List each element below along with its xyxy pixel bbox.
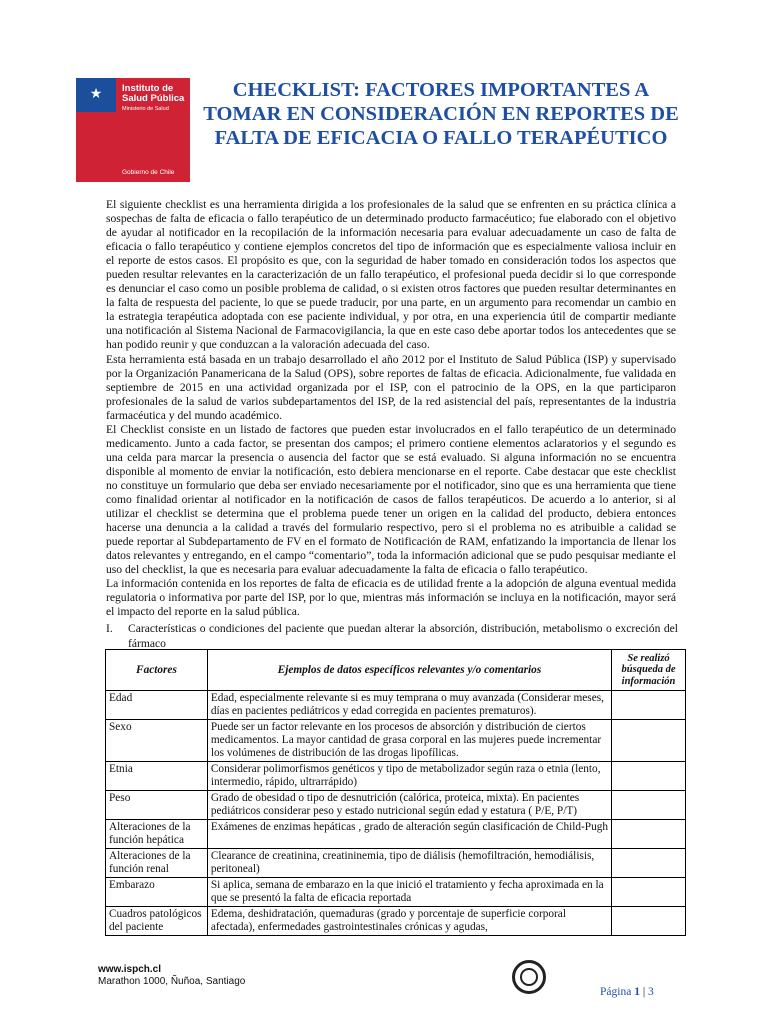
footer-address: Marathon 1000, Ñuñoa, Santiago <box>98 976 246 987</box>
factor-cell: Alteraciones de la función renal <box>106 849 208 878</box>
header-busqueda: Se realizó búsqueda de información <box>612 650 686 691</box>
page-separator: | <box>642 986 646 998</box>
check-cell[interactable] <box>612 849 686 878</box>
factor-cell: Embarazo <box>106 878 208 907</box>
header-ejemplos: Ejemplos de datos específicos relevantes y/o comentarios <box>207 650 611 691</box>
factor-cell: Peso <box>106 791 208 820</box>
star-icon: ★ <box>89 87 103 102</box>
example-cell: Exámenes de enzimas hepáticas , grado de alteración según clasificación de Child-Pugh <box>207 820 611 849</box>
intro-paragraph-2: Esta herramienta está basada en un trabajo desarrollado el año 2012 por el Instituto de Salud Pública (ISP) y supervisado por la Organización Panamericana de la Salud (OPS), sobre reportes de faltas de eficacia. Adicionalmente, fue validada en septiembre de 2015 en una actividad organizada por el ISP, con el patrocinio de la OPS, en la que participaron profesionales de la salud de varios subdepartamentos del ISP, de la red asistencial del país, representantes de la industria farmacéutica y del mundo académico. <box>106 352 676 422</box>
logo-red-block <box>76 112 116 182</box>
check-cell[interactable] <box>612 762 686 791</box>
section-number: I. <box>106 622 113 635</box>
example-cell: Edad, especialmente relevante si es muy temprana o muy avanzada (Considerar meses, días en pacientes pediátricos y edad corregida en pacientes prematuros). <box>207 691 611 720</box>
check-cell[interactable] <box>612 691 686 720</box>
seal-icon <box>512 960 546 994</box>
header-factores: Factores <box>106 650 208 691</box>
factor-cell: Etnia <box>106 762 208 791</box>
table-row <box>106 849 686 878</box>
table-row <box>106 878 686 907</box>
page-number <box>600 986 654 998</box>
logo-government: Gobierno de Chile <box>122 169 175 176</box>
table-row <box>106 720 686 762</box>
section-heading <box>106 622 678 651</box>
example-cell: Edema, deshidratación, quemaduras (grado y porcentaje de superficie corporal afectada), enfermedades gastrointestinales crónicas y agudas, <box>207 907 611 936</box>
document-title: CHECKLIST: FACTORES IMPORTANTES A TOMAR EN CONSIDERACIÓN EN REPORTES DE FALTA DE EFICACIA O FALLO TERAPÉUTICO <box>203 79 679 149</box>
page-label: Página <box>600 986 632 998</box>
intro-paragraph-3: El Checklist consiste en un listado de factores que pueden estar involucrados en el fallo terapéutico de un determinado medicamento. Junto a cada factor, se presentan dos campos; el primero contiene elementos aclaratorios y el segundo es una celda para marcar la presencia o ausencia del factor que se está evaluado. Si alguna información no se encuentra disponible al momento de enviar la notificación, esto debiera mencionarse en el reporte. Cabe destacar que este checklist no constituye un formulario que deba ser enviado necesariamente por el notificador, sino que es una herramienta que tiene como finalidad orientar al notificador en la notificación de casos de fallos terapéuticos. De acuerdo a lo anterior, si al utilizar el checklist se determina que el problema puede tener un origen en la calidad del producto, debiera entonces hacerse una denuncia a la calidad a través del formulario respectivo, pero si el problema no es atribuible a calidad se puede reportar al Subdepartamento de FV en el formato de Notificación de RAM, enfatizando la importancia de llenar los datos relevantes y entregando, en el campo “comentario”, toda la información adicional que se pudo pesquisar mediante el uso del checklist, la que es necesaria para evaluar adecuadamente la falta de eficacia o fallo terapéutico. <box>106 422 676 577</box>
example-cell: Clearance de creatinina, creatininemia, tipo de diálisis (hemofiltración, hemodiálisis, peritoneal) <box>207 849 611 878</box>
table-row <box>106 820 686 849</box>
footer-url[interactable]: www.ispch.cl <box>98 964 161 975</box>
check-cell[interactable] <box>612 878 686 907</box>
isp-logo <box>76 78 190 182</box>
table-row <box>106 762 686 791</box>
logo-institution: Instituto de Salud Pública <box>122 83 185 104</box>
logo-blue-block <box>76 78 116 112</box>
example-cell: Puede ser un factor relevante en los procesos de absorción y distribución de ciertos medicamentos. La mayor cantidad de grasa corporal en las mujeres puede incrementar los volúmenes de distribución de las drogas lipofílicas. <box>207 720 611 762</box>
factor-cell: Edad <box>106 691 208 720</box>
footer-contact <box>98 964 245 988</box>
factor-cell: Cuadros patológicos del paciente <box>106 907 208 936</box>
section-text: Características o condiciones del paciente que puedan alterar la absorción, distribución, metabolismo o excreción del fármaco <box>128 622 678 650</box>
intro-paragraph-1: El siguiente checklist es una herramienta dirigida a los profesionales de la salud que se enfrenten en su práctica clínica a sospechas de falta de eficacia o fallo terapéutico de un determinado producto farmacéutico; fue elaborado con el objetivo de ayudar al notificador en la recopilación de la información necesaria para evaluar adecuadamente un caso de falta de eficacia o fallo terapéutico y contiene ejemplos concretos del tipo de información que es especialmente valiosa incluir en el reporte de estos casos. El propósito es que, con la seguridad de haber tomado en consideración todos los aspectos que pueden resultar relevantes en la caracterización de un fallo terapéutico, el profesional pueda decidir si lo que corresponde es denunciar el caso como un posible problema de calidad, o si existen otros factores que pueden resultar determinantes en la falta de respuesta del paciente, lo que se puede traducir, por una parte, en un argumento para recomendar un cambio en la estrategia terapéutica adoptada con ese paciente individual, y por otra, en una experiencia útil de compartir mediante una notificación al Sistema Nacional de Farmacovigilancia, la que en este caso debe aportar todos los antecedentes que se han podido reunir y que conduzcan a la valoración adecuada del caso. <box>106 198 676 352</box>
page-total: 3 <box>648 986 654 998</box>
check-cell[interactable] <box>612 907 686 936</box>
check-cell[interactable] <box>612 791 686 820</box>
factors-table <box>105 649 686 936</box>
intro-paragraph-4: La información contenida en los reportes de falta de eficacia es de utilidad frente a la adopción de alguna eventual medida regulatoria o informativa por parte del ISP, por lo que, mientras más información se incluya en la notificación, mayor será el impacto del reporte en la salud pública. <box>106 577 676 619</box>
table-row <box>106 907 686 936</box>
example-cell: Considerar polimorfismos genéticos y tipo de metabolizador según raza o etnia (lento, intermedio, rápido, ultrarrápido) <box>207 762 611 791</box>
example-cell: Si aplica, semana de embarazo en la que inició el tratamiento y fecha aproximada en la que se presentó la falta de eficacia reportada <box>207 878 611 907</box>
check-cell[interactable] <box>612 820 686 849</box>
intro-text <box>106 198 676 619</box>
example-cell: Grado de obesidad o tipo de desnutrición (calórica, proteica, mixta). En pacientes pediátricos considerar peso y estado nutricional según edad y estatura ( P/E, P/T) <box>207 791 611 820</box>
logo-flag-bar <box>76 78 116 182</box>
factor-cell: Sexo <box>106 720 208 762</box>
check-cell[interactable] <box>612 720 686 762</box>
seal-inner <box>520 968 538 986</box>
page-current: 1 <box>634 986 640 998</box>
factor-cell: Alteraciones de la función hepática <box>106 820 208 849</box>
table-row <box>106 791 686 820</box>
logo-text-panel <box>116 78 190 182</box>
logo-ministry: Ministerio de Salud <box>122 106 169 112</box>
table-header-row <box>106 650 686 691</box>
table-row <box>106 691 686 720</box>
